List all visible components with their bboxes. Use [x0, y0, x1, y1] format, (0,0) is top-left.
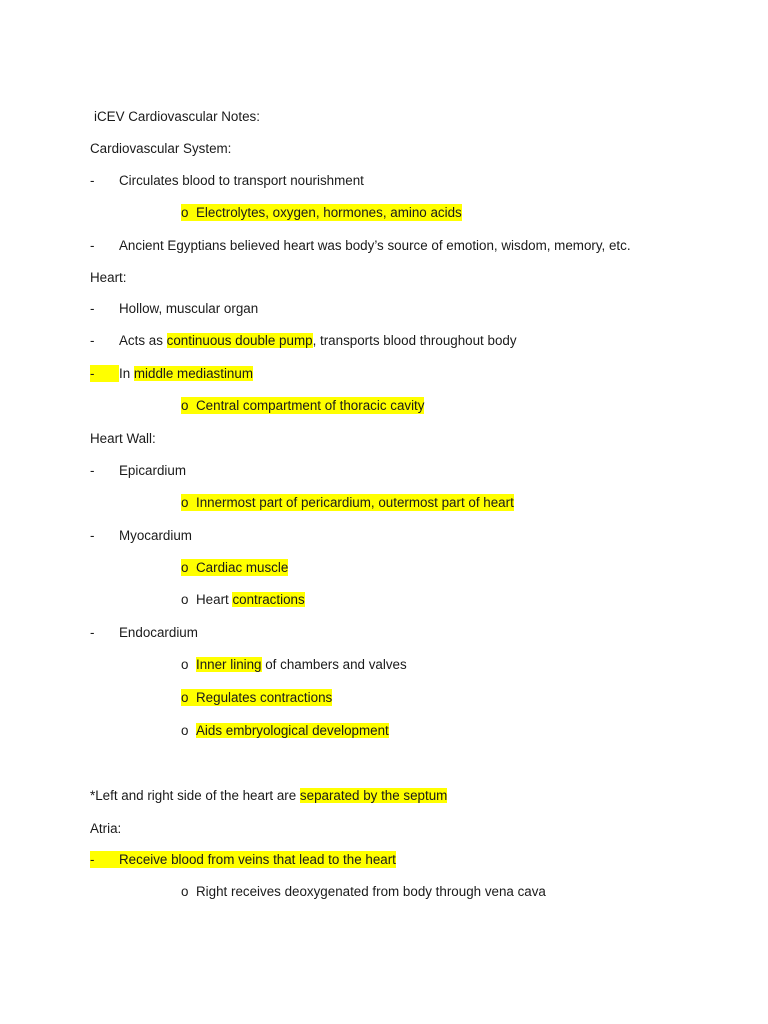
- sub-item-highlighted: [181, 494, 514, 511]
- sub-item-highlighted: [181, 397, 424, 414]
- dash-marker-highlighted: -: [90, 365, 119, 382]
- sub-item-highlighted: [181, 689, 332, 706]
- bullet-text: Circulates blood to transport nourishment: [119, 173, 364, 188]
- sub-heart-contractions: [0, 591, 768, 608]
- sub-pericardium: [0, 494, 768, 511]
- sub-regulates-contractions: [0, 689, 768, 706]
- sub-item: [181, 722, 389, 739]
- circle-marker: o: [181, 592, 189, 607]
- text-run: *Left and right side of the heart are: [90, 788, 300, 803]
- bullet-double-pump: [0, 332, 768, 349]
- sub-item: [181, 656, 407, 673]
- septum-note: [90, 787, 447, 804]
- dash-marker: -: [90, 625, 95, 640]
- dash-marker: -: [90, 301, 95, 316]
- bullet-text: Myocardium: [119, 528, 192, 543]
- sub-text: Regulates contractions: [196, 690, 333, 705]
- circle-marker: o: [181, 495, 189, 510]
- sub-text: Electrolytes, oxygen, hormones, amino acids: [196, 205, 462, 220]
- dash-marker: -: [90, 463, 95, 478]
- circle-marker: o: [181, 723, 189, 738]
- text-run: , transports blood throughout body: [312, 333, 517, 348]
- circle-marker: o: [181, 884, 189, 899]
- sub-text: Central compartment of thoracic cavity: [196, 398, 425, 413]
- bullet-egyptians: [0, 237, 768, 254]
- bullet-text: Hollow, muscular organ: [119, 301, 259, 316]
- bullet-circulates: [0, 172, 768, 189]
- circle-marker: o: [181, 205, 189, 220]
- heading-atria: Atria:: [90, 821, 122, 836]
- bullet-text: [119, 332, 517, 349]
- bullet-receive-blood: [0, 851, 768, 868]
- sub-item: [181, 591, 305, 608]
- bullet-mediastinum: [0, 365, 768, 382]
- circle-marker: o: [181, 560, 189, 575]
- sub-item-highlighted: [181, 559, 288, 576]
- sub-electrolytes: [0, 204, 768, 221]
- highlighted-text: Inner lining: [196, 657, 262, 672]
- circle-marker: o: [181, 398, 189, 413]
- circle-marker: o: [181, 690, 189, 705]
- heading-cardiovascular-system: Cardiovascular System:: [90, 141, 232, 156]
- circle-marker: o: [181, 657, 189, 672]
- bullet-hollow: [0, 300, 768, 317]
- bullet-text: Epicardium: [119, 463, 186, 478]
- heading-heart-wall: Heart Wall:: [90, 431, 156, 446]
- sub-text: Innermost part of pericardium, outermost part of heart: [196, 495, 514, 510]
- sub-text: Cardiac muscle: [196, 560, 289, 575]
- bullet-myocardium: [0, 527, 768, 544]
- text-run: Heart: [196, 592, 233, 607]
- dash-marker: -: [90, 528, 95, 543]
- dash-marker: -: [90, 333, 95, 348]
- bullet-epicardium: [0, 462, 768, 479]
- highlighted-text: Aids embryological development: [196, 723, 389, 738]
- document-title: iCEV Cardiovascular Notes:: [94, 109, 260, 124]
- bullet-text: [119, 365, 253, 382]
- sub-vena-cava: [0, 883, 768, 900]
- text-run: In: [119, 366, 134, 381]
- sub-item-highlighted: [181, 204, 462, 221]
- heading-heart: Heart:: [90, 270, 127, 285]
- dash-marker: -: [90, 238, 95, 253]
- sub-inner-lining: [0, 656, 768, 673]
- text-run: of chambers and valves: [261, 657, 407, 672]
- bullet-text: Ancient Egyptians believed heart was body’s source of emotion, wisdom, memory, etc.: [119, 238, 631, 253]
- highlighted-text: middle mediastinum: [133, 366, 253, 381]
- sub-text: Right receives deoxygenated from body through vena cava: [196, 884, 546, 899]
- dash-marker: -: [90, 173, 95, 188]
- sub-thoracic-cavity: [0, 397, 768, 414]
- sub-embryological: [0, 722, 768, 739]
- sub-cardiac-muscle: [0, 559, 768, 576]
- sub-item: [181, 883, 546, 900]
- bullet-text: Endocardium: [119, 625, 198, 640]
- highlighted-text: Receive blood from veins that lead to the heart: [119, 852, 396, 867]
- bullet-endocardium: [0, 624, 768, 641]
- text-run: Acts as: [119, 333, 167, 348]
- highlighted-text: contractions: [232, 592, 305, 607]
- dash-marker-highlighted: -: [90, 851, 119, 868]
- highlighted-text: separated by the septum: [299, 788, 448, 803]
- highlighted-text: continuous double pump: [166, 333, 313, 348]
